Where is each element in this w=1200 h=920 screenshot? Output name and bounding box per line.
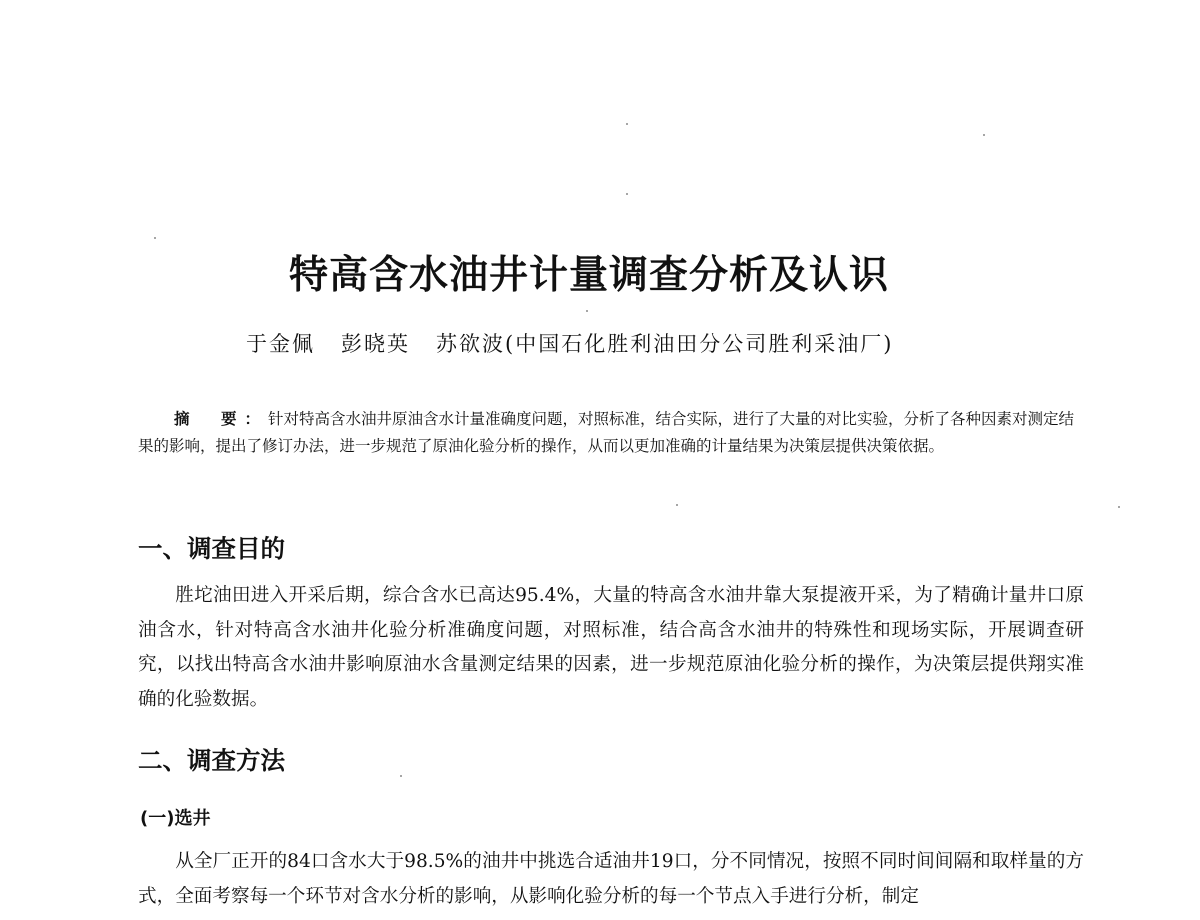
section-heading: 一、调查目的 (138, 534, 285, 563)
section-heading: 二、调查方法 (138, 746, 285, 775)
author-line (246, 328, 893, 358)
scan-speck (1118, 506, 1120, 508)
paper-title: 特高含水油井计量调查分析及认识 (288, 253, 889, 298)
scan-speck (626, 123, 628, 125)
section-paragraph: 从全厂正开的84口含水大于98.5%的油井中挑选合适油井19口，分不同情况，按照不同时间间隔和取样量的方式，全面考察每一个环节对含水分析的影响，从影响化验分析的每一个节点入手进行分析，制定 (138, 851, 1084, 907)
subsection-heading: (一)选井 (140, 808, 211, 829)
scan-speck (626, 193, 628, 195)
author-name: 于金佩 (246, 332, 315, 356)
section-paragraph: 胜坨油田进入开采后期，综合含水已高达95.4%，大量的特高含水油井靠大泵提液开采，为了精确计量井口原油含水，针对特高含水油井化验分析准确度问题，对照标准，结合高含水油井的特殊性和现场实际，开展调查研究，以找出特高含水油井影响原油水含量测定结果的因素，进一步规范原油化验分析的操作，为决策层提供翔实准确的化验数据。 (138, 585, 1084, 710)
author-affiliation: (中国石化胜利油田分公司胜利采油厂) (505, 332, 894, 356)
scan-speck (154, 237, 156, 239)
abstract-label: 摘 要： (174, 409, 269, 428)
scan-speck (400, 775, 402, 777)
scan-speck (983, 134, 985, 136)
scan-speck (676, 504, 678, 506)
author-name: 苏欲波 (436, 332, 505, 356)
abstract (138, 405, 1078, 460)
author-name: 彭晓英 (341, 332, 410, 356)
scan-speck (586, 310, 588, 312)
abstract-text: 针对特高含水油井原油含水计量准确度问题，对照标准，结合实际，进行了大量的对比实验，分析了各种因素对测定结果的影响，提出了修订办法，进一步规范了原油化验分析的操作，从而以更加准确的计量结果为决策层提供决策依据。 (138, 410, 1075, 455)
